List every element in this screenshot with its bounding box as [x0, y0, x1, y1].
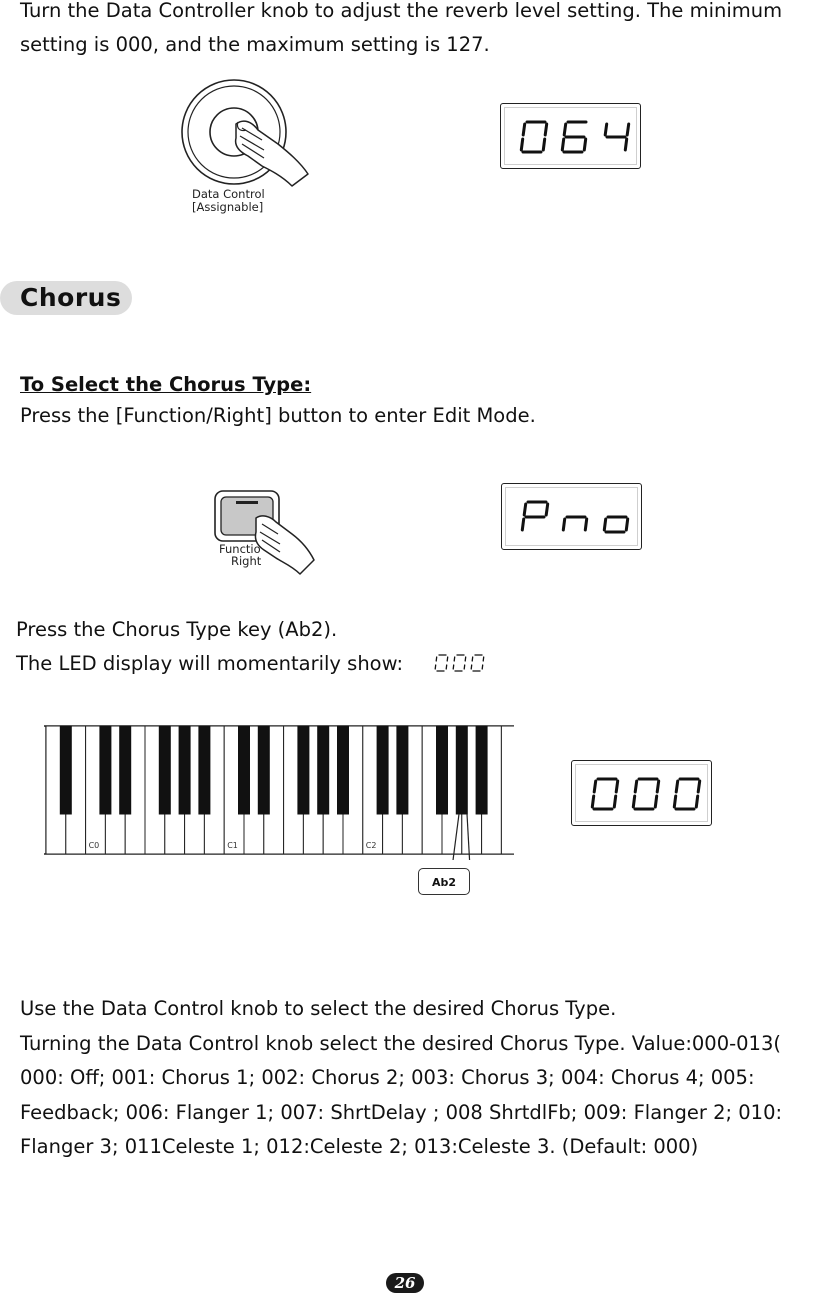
ab2-key-callout: Ab2: [418, 868, 470, 895]
black-key: [397, 726, 408, 814]
section-title: Chorus: [20, 283, 122, 312]
lcd-display-function: [501, 483, 642, 550]
led-digit-0: [471, 655, 484, 671]
step-3-line-1: Use the Data Control knob to select the desired Chorus Type.: [20, 997, 617, 1020]
led-digit-0: [453, 655, 466, 671]
lcd-display-chorus: [571, 760, 712, 826]
subheading: To Select the Chorus Type:: [20, 373, 312, 396]
led-digit-n: [563, 517, 586, 530]
octave-label: C0: [88, 841, 100, 850]
intro-line-1: Turn the Data Controller knob to adjust the reverb level setting. The minimum: [20, 0, 783, 22]
led-digit-P: [522, 502, 547, 530]
keyboard-illustration: [44, 724, 514, 860]
black-key: [60, 726, 71, 814]
white-key: [501, 726, 514, 854]
step-3-line-4: Feedback; 006: Flanger 1; 007: ShrtDelay ; 008 ShrtdlFb; 009: Flanger 2; 010:: [20, 1101, 783, 1124]
black-key: [437, 726, 448, 814]
black-key: [476, 726, 487, 814]
step-3-line-2: Turning the Data Control knob select the desired Chorus Type. Value:000-013(: [20, 1032, 781, 1055]
led-digit-6: [562, 122, 586, 152]
black-key: [318, 726, 329, 814]
intro-line-2: setting is 000, and the maximum setting is 127.: [20, 33, 490, 56]
function-label-line-1: Functio: [219, 542, 261, 556]
data-control-knob-illustration: [178, 78, 318, 188]
page-number: 26: [386, 1273, 424, 1293]
step-2-line-1: Press the Chorus Type key (Ab2).: [16, 618, 338, 641]
led-digit-0: [592, 779, 617, 809]
step-3-line-3: 000: Off; 001: Chorus 1; 002: Chorus 2; 003: Chorus 3; 004: Chorus 4; 005:: [20, 1066, 755, 1089]
led-digit-0: [633, 779, 658, 809]
step-2-line-2: The LED display will momentarily show:: [16, 652, 404, 675]
black-key: [100, 726, 111, 814]
led-digit-o: [604, 517, 627, 532]
step-3-line-5: Flanger 3; 011Celeste 1; 012:Celeste 2; 013:Celeste 3. (Default: 000): [20, 1135, 699, 1158]
black-key: [377, 726, 388, 814]
black-key: [120, 726, 131, 814]
black-key: [456, 726, 467, 814]
black-key: [258, 726, 269, 814]
led-digit-4: [605, 124, 629, 150]
knob-label-line-1: Data Control: [192, 187, 265, 201]
function-right-button-illustration: [212, 488, 322, 580]
black-key: [179, 726, 190, 814]
octave-label: C2: [365, 841, 377, 850]
lcd-display-reverb: [500, 103, 641, 169]
black-key: [239, 726, 250, 814]
inline-led-display: [432, 652, 494, 674]
led-digit-0: [435, 655, 448, 671]
octave-label: C1: [227, 841, 238, 850]
black-key: [199, 726, 210, 814]
black-key: [298, 726, 309, 814]
knob-label-line-2: [Assignable]: [192, 200, 264, 214]
led-digit-0: [521, 122, 546, 152]
function-label-line-2: Right: [231, 554, 262, 568]
step-1-text: Press the [Function/Right] button to enter Edit Mode.: [20, 404, 536, 427]
black-key: [159, 726, 170, 814]
led-digit-0: [674, 779, 699, 809]
black-key: [338, 726, 349, 814]
